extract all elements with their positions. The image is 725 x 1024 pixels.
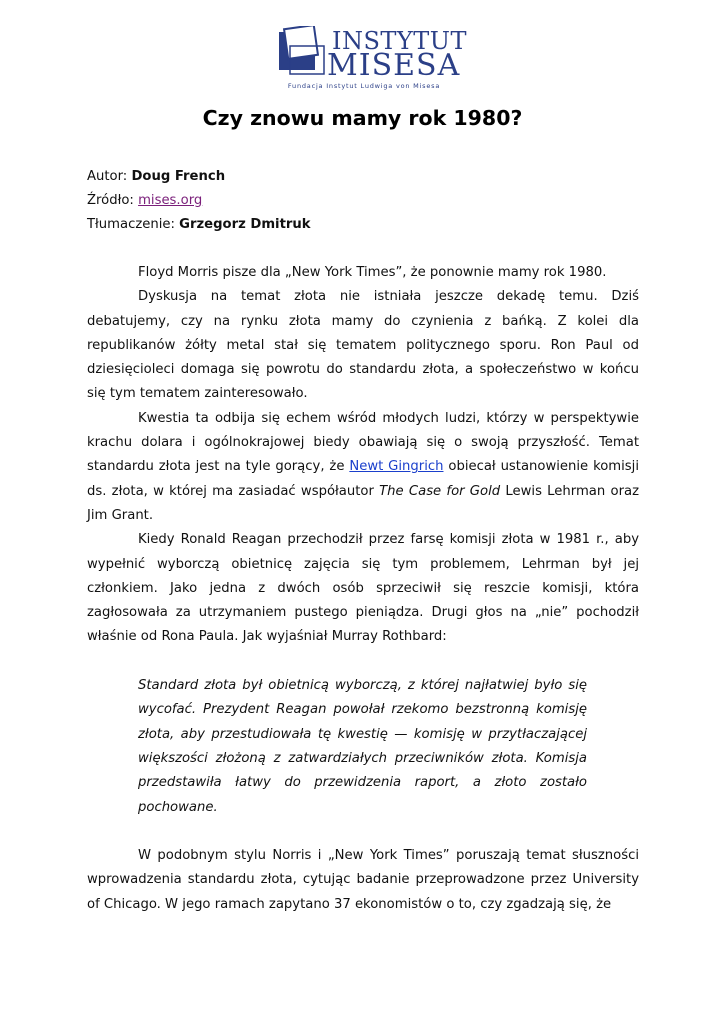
rothbard-quote: Standard złota był obietnicą wyborczą, z której najłatwiej było się wycofać. Prezydent Reagan powołał rzekomo bezstronną komisję złota, aby przestudiowała tę kwestię — komisję w przytłaczającej większości złożoną z zatwardziałych przeciwników złota. Komisja przedstawiła łatwy do przewidzenia raport, a złoto zostało pochowane. [138,678,587,815]
logo-subtitle: Fundacja Instytut Ludwiga von Misesa [287,82,441,90]
author-line [87,165,311,189]
page-title: Czy znowu mamy rok 1980? [202,106,523,130]
article-meta [87,165,311,237]
paragraph-4: Kiedy Ronald Reagan przechodził przez farsę komisji złota w 1981 r., aby wypełnić wyborczą obietnicę zajęcia się tym problemem, Lehrman był jej członkiem. Jako jedna z dwóch osób sprzeciwił się reszcie komisji, która zagłosowała za utrzymaniem pustego pieniądza. Drugi głos na „nie” pochodził właśnie od Rona Paula. Jak wyjaśniał Murray Rothbard: [87,532,639,645]
paragraph-5: W podobnym stylu Norris i „New York Times” poruszają temat słuszności wprowadzenia standardu złota, cytując badanie przeprowadzone przez University of Chicago. W jego ramach zapytano 37 ekonomistów o to, czy zgadzają się, że [87,848,639,912]
logo-text-misesa: MISESA [327,48,461,83]
paragraph-3-text-a: Kwestia ta odbija się echem wśród młodych ludzi, którzy w perspektywie krachu dolara i ogólnokrajowej biedy obawiają się o swoją przyszłość. Temat standardu złota jest na tyle gorący, że [87,410,639,475]
logo-text-instytut: INSTYTUT [332,27,468,55]
translator-name: Grzegorz Dmitruk [179,217,311,232]
paragraph-3-text-c: Lewis Lehrman oraz Jim Grant. [87,483,639,523]
translation-line [87,213,311,237]
source-link[interactable]: mises.org [138,193,203,208]
article-body [87,261,639,917]
paragraph-3-text-b: obiecał ustanowienie komisji ds. złota, w której ma zasiadać współautor [87,459,640,499]
translation-label: Tłumaczenie: [87,217,180,232]
logo-square-icon [278,26,326,76]
source-line [87,189,311,213]
author-label: Autor: [87,169,132,184]
source-label: Źródło: [87,193,139,208]
paragraph-2: Dyskusja na temat złota nie istniała jeszcze dekadę temu. Dziś debatujemy, czy na rynku złota mamy do czynienia z bańką. Z kolei dla republikanów żółty metal stał się tematem politycznego sporu. Ron Paul od dziesięcioleci domaga się powrotu do standardu złota, a społeczeństwo w końcu się tym tematem zainteresowało. [87,289,639,402]
newt-gingrich-link[interactable]: Newt Gingrich [349,459,444,475]
logo [278,24,468,94]
book-title: The Case for Gold [379,483,501,499]
paragraph-3 [87,407,639,528]
paragraph-1: Floyd Morris pisze dla „New York Times”, że ponownie mamy rok 1980. [138,265,607,280]
author-name: Doug French [131,169,226,184]
